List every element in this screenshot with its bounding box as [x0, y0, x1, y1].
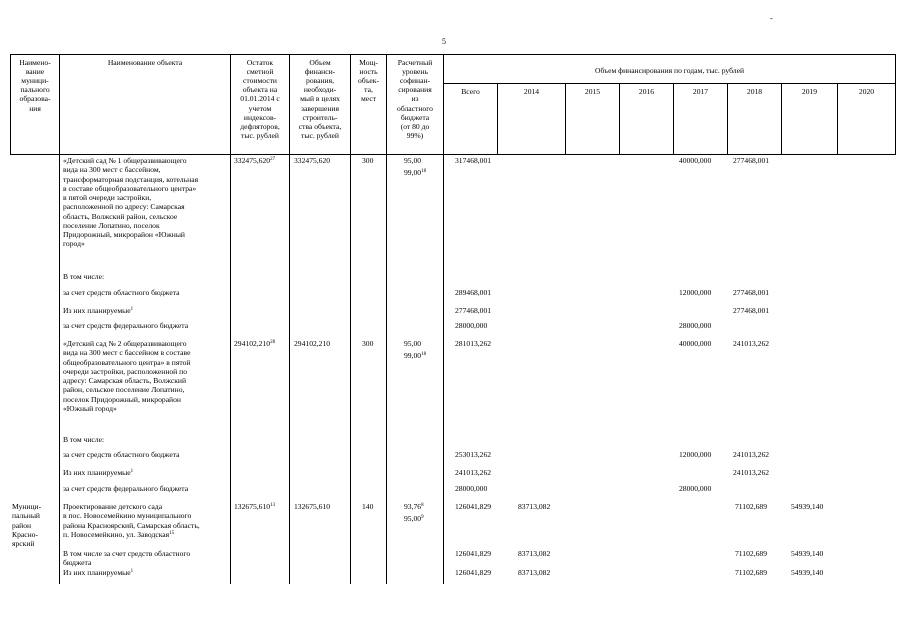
year-2018-value: 241013,262 — [733, 450, 770, 459]
row-label: В том числе: — [63, 435, 105, 444]
header-total: Всего — [461, 87, 480, 96]
total-value: 28000,000 — [455, 321, 488, 330]
header-required-funding: Объем финанси- рования, необходи- мый в целях завершения строитель- ства объекта, тыс. рублей — [298, 58, 342, 140]
total-value: 126041,829 — [455, 549, 492, 558]
total-value: 126041,829 — [455, 568, 492, 577]
total-value: 253013,262 — [455, 450, 492, 459]
cofinancing-value: 99,00$^{18}$ — [404, 168, 427, 177]
header-remaining-cost: Остаток сметной стоимости объекта на 01.01.2014 с учетом индексов- дефляторов, тыс. рублей — [240, 58, 280, 140]
year-2017-value: 40000,000 — [679, 156, 712, 165]
year-2018-value: 71102,689 — [735, 549, 767, 558]
header-capacity: Мощ- ность объек- та, мест — [358, 58, 379, 104]
remaining-cost-value: 294102,210$^{28}$ — [234, 339, 276, 348]
year-2018-value: 71102,689 — [735, 502, 767, 511]
header-municipality: Наимено- вание муници- пального образова- ния — [19, 58, 51, 113]
year-2014-value: 83713,082 — [518, 549, 551, 558]
row-label: за счет средств областного бюджета — [63, 450, 180, 459]
corner-mark: - — [770, 14, 773, 23]
total-value: 317468,001 — [455, 156, 492, 165]
row-label: Из них планируемые$^1$ — [63, 306, 134, 315]
year-2017-value: 12000,000 — [679, 288, 712, 297]
remaining-cost-value: 132675,610$^{13}$ — [234, 502, 276, 511]
year-2017-value: 12000,000 — [679, 450, 712, 459]
header-year: 2018 — [746, 87, 763, 96]
year-2019-value: 54939,140 — [791, 568, 824, 577]
row-label: за счет средств федерального бюджета — [63, 484, 189, 493]
required-funding-value: 132675,610 — [294, 502, 331, 511]
header-object: Наименование объекта — [107, 58, 183, 67]
total-value: 126041,829 — [455, 502, 492, 511]
header-year: 2020 — [858, 87, 875, 96]
year-2018-value: 277468,001 — [733, 156, 770, 165]
header-year: 2016 — [638, 87, 655, 96]
cofinancing-value: 95,00$^9$ — [404, 514, 424, 523]
row-label: В том числе за счет средств областного бюджета — [63, 549, 191, 568]
header-year: 2015 — [584, 87, 601, 96]
object-name: «Детский сад № 2 общеразвивающего вида на 300 мест с бассейном в составе общеобразовательного центра» в пятой очереди застройки, расположенной по адресу: Самарская область, Волжский район, сельское поселение Лопатино, поселок Придорожный, микрорайон «Южный город» — [63, 339, 191, 413]
year-2018-value: 241013,262 — [733, 339, 770, 348]
total-value: 289468,001 — [455, 288, 492, 297]
total-value: 281013,262 — [455, 339, 492, 348]
row-label: Из них планируемые$^1$ — [63, 568, 134, 577]
required-funding-value: 332475,620 — [294, 156, 331, 165]
year-2014-value: 83713,082 — [518, 568, 551, 577]
total-value: 28000,000 — [455, 484, 488, 493]
year-2017-value: 40000,000 — [679, 339, 712, 348]
row-label: за счет средств областного бюджета — [63, 288, 180, 297]
object-name: «Детский сад № 1 общеразвивающего вида на 300 мест с бассейном, трансформаторная подстанция, котельная в составе общеобразовательного центра» в пятой очереди застройки, расположенной по адресу: Самарская область, Волжский район, сельское поселение Лопатино, поселок Придорожный, микрорайон «Южный город» — [63, 156, 199, 249]
header-year: 2019 — [801, 87, 818, 96]
cofinancing-value: 99,00$^{18}$ — [404, 351, 427, 360]
required-funding-value: 294102,210 — [294, 339, 331, 348]
page-number: 5 — [442, 37, 446, 46]
cofinancing-value: 95,00 — [404, 339, 422, 348]
year-2017-value: 28000,000 — [679, 321, 712, 330]
year-2018-value: 71102,689 — [735, 568, 767, 577]
capacity-value: 140 — [362, 502, 374, 511]
year-2018-value: 277468,001 — [733, 306, 770, 315]
cofinancing-value: 95,00 — [404, 156, 422, 165]
year-2014-value: 83713,082 — [518, 502, 551, 511]
header-cofinancing: Расчетный уровень софинан- сирования из областного бюджета (от 80 до 99%) — [397, 58, 433, 140]
cofinancing-value: 93,76$^8$ — [404, 502, 424, 511]
year-2018-value: 241013,262 — [733, 468, 770, 477]
row-label: Из них планируемые$^1$ — [63, 468, 134, 477]
header-year: 2017 — [692, 87, 709, 96]
remaining-cost-value: 332475,620$^{27}$ — [234, 156, 276, 165]
header-years-group: Объем финансирования по годам, тыс. рублей — [594, 66, 745, 75]
year-2017-value: 28000,000 — [679, 484, 712, 493]
capacity-value: 300 — [362, 339, 374, 348]
header-year: 2014 — [523, 87, 540, 96]
capacity-value: 300 — [362, 156, 374, 165]
year-2019-value: 54939,140 — [791, 502, 824, 511]
row-label: за счет средств федерального бюджета — [63, 321, 189, 330]
year-2018-value: 277468,001 — [733, 288, 770, 297]
total-value: 277468,001 — [455, 306, 492, 315]
object-name: Проектирование детского сада в пос. Новосемейкино муниципального района Красноярский, Самарская область, п. Новосемейкино, ул. Заводская$^{15}$ — [63, 502, 200, 539]
total-value: 241013,262 — [455, 468, 492, 477]
municipality-name: Муници- пальный район Красно- ярский — [12, 502, 42, 548]
year-2019-value: 54939,140 — [791, 549, 824, 558]
row-label: В том числе: — [63, 272, 105, 281]
